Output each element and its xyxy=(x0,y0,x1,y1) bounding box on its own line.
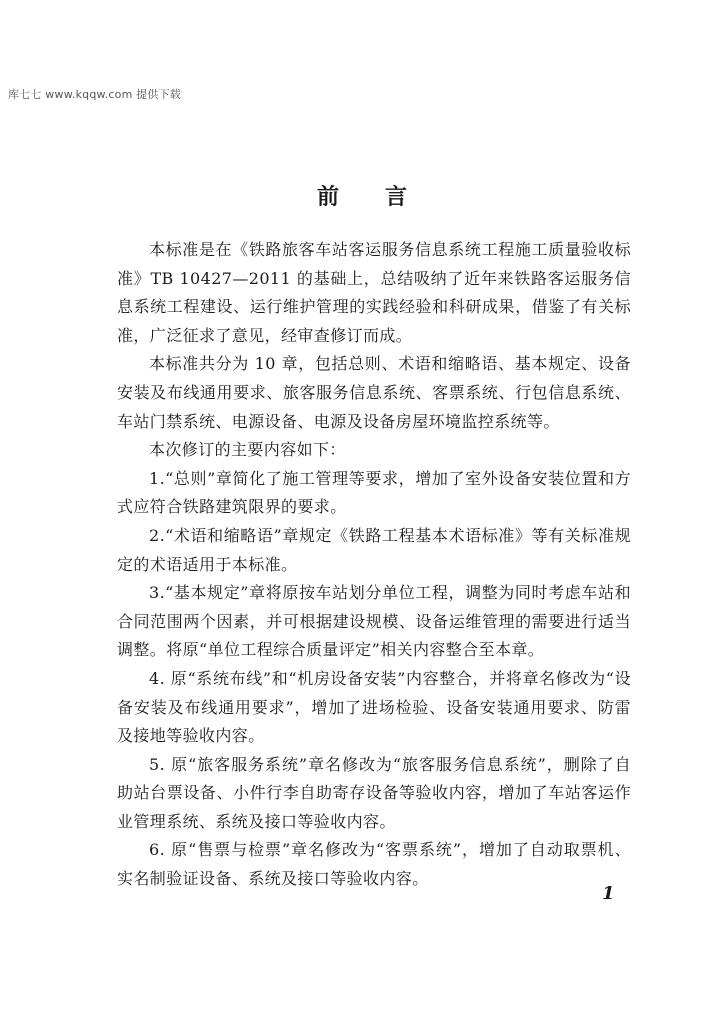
page-title: 前言 xyxy=(316,185,453,210)
paragraph-item-2: 2.“术语和缩略语”章规定《铁路工程基本术语标准》等有关标准规定的术语适用于本标准。 xyxy=(117,525,631,574)
download-watermark: 库七七 www.kqqw.com 提供下载 xyxy=(8,88,181,101)
paragraph-item-5: 5. 原“旅客服务系统”章名修改为“旅客服务信息系统”，删除了自助站台票设备、小件行李自助寄存设备等验收内容，增加了车站客运作业管理系统、系统及接口等验收内容。 xyxy=(117,754,631,831)
paragraph-item-6: 6. 原“售票与检票”章名修改为“客票系统”，增加了自动取票机、实名制验证设备、系统及接口等验收内容。 xyxy=(117,840,631,889)
paragraph-revision-lead: 本次修订的主要内容如下： xyxy=(149,440,346,460)
paragraph-item-1: 1.“总则”章简化了施工管理等要求，增加了室外设备安装位置和方式应符合铁路建筑限界的要求。 xyxy=(117,468,631,517)
preface-body xyxy=(117,236,631,894)
paragraph-intro: 本标准是在《铁路旅客车站客运服务信息系统工程施工质量验收标准》TB 10427—2011 的基础上，总结吸纳了近年来铁路客运服务信息系统工程建设、运行维护管理的实践经验和科研成果，借鉴了有关标准，广泛征求了意见，经审查修订而成。 xyxy=(117,240,631,345)
paragraph-item-4: 4. 原“系统布线”和“机房设备安装”内容整合，并将章名修改为“设备安装及布线通用要求”，增加了进场检验、设备安装通用要求、防雷及接地等验收内容。 xyxy=(117,668,631,746)
paragraph-chapters: 本标准共分为 10 章，包括总则、术语和缩略语、基本规定、设备安装及布线通用要求、旅客服务信息系统、客票系统、行包信息系统、车站门禁系统、电源设备、电源及设备房屋环境监控系统等。 xyxy=(117,354,631,431)
paragraph-item-3: 3.“基本规定”章将原按车站划分单位工程，调整为同时考虑车站和合同范围两个因素，并可根据建设规模、设备运维管理的需要进行适当调整。将原“单位工程综合质量评定”相关内容整合至本章。 xyxy=(117,583,631,660)
page-number: 1 xyxy=(602,883,615,904)
